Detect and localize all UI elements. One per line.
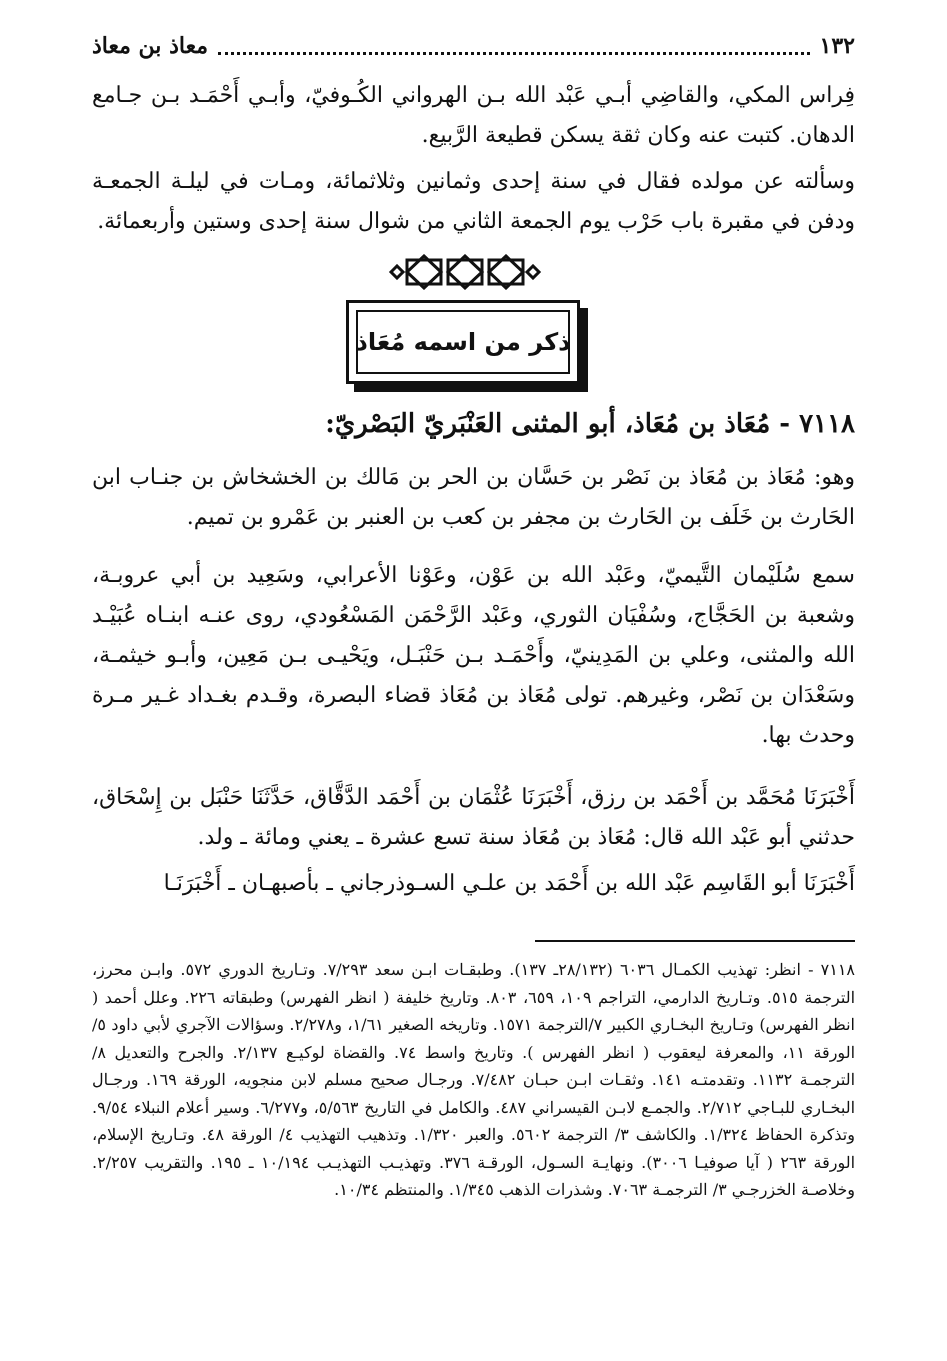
paragraph-2: وسألته عن مولده فقال في سنة إحدى وثمانين وثلاثمائة، ومـات في ليلـة الجمعـة ودفن في مقبرة باب حَرْب يوم الجمعة الثاني من شوال سنة إحدى وستين وأربعمائة. (92, 169, 855, 234)
section-title: ذكر من اسمه مُعَاذ (355, 328, 571, 356)
ornament-divider (381, 254, 549, 290)
running-title: معاذ بن معاذ (92, 33, 208, 59)
header-dotted-leader (218, 38, 810, 55)
paragraph-5: أَخْبَرَنَا مُحَمَّد بن أَحْمَد بن رزق، أَخْبَرَنَا عُثْمَان بن أَحْمَد الدَّقَّاق، حَدَّثَنَا حَنْبَل بن إِسْحَاق، حدثني أبو عَبْد الله قال: مُعَاذ بن مُعَاذ سنة تسع عشرة ـ يعني ومائة ـ ولد. (92, 785, 855, 850)
page-header (92, 30, 855, 62)
footnote: ٧١١٨ - انظر: تهذيب الكمـال ٦٠٣٦ (٢٨/١٣٢ـ ١٣٧). وطبقـات ابـن سعد ٧/٢٩٣. وتـاريخ الدوري ٥٧٢. وابـن محرز، الترجمة ٥١٥. وتـاريخ الدارمي، التراجم ١٠٩، ٦٥٩، ٨٠٣. وتاريخ خليفة ( انظر الفهرس) وطبقاته ٢٢٦. وعلل أحمد ( انظر الفهرس) وتـاريخ البخـاري الكبير ٧/الترجمة ١٥٧١. وتاريخه الصغير ١/٦١، و٢/٢٧٨. وسؤالات الآجري لأبي داود ٥/ الورقة ١١، والمعرفة ليعقوب ( انظر الفهرس ). وتاريخ واسط ٧٤. والقضاة لوكيـع ٢/١٣٧. والجرح والتعديل ٨/ الترجمـة ١١٣٢. وتقدمتـه ١٤١. وثقـات ابـن حبـان ٧/٤٨٢. ورجـال صحيح مسلم لابن منجويه، الورقة ١٦٩. ورجـال البخـاري للبـاجي ٢/٧١٢. والجمـع لابـن القيسراني ٤٨٧. والكامل في التاريخ ٥/٥٦٣، و٦/٢٧٧. وسير أعلام النبلاء ٩/٥٤. وتذكرة الحفاظ ١/٣٢٤. والكاشف ٣/ الترجمة ٥٦٠٢. والعبر ١/٣٢٠. وتذهيب التهذيب ٤/ الورقة ٤٨. وتـاريخ الإسلام، الورقة ٢٦٣ ( آيا صوفيـا ٣٠٠٦). ونهايـة السـول، الورقـة ٣٧٦. وتهذيـب التهذيـب ١٠/١٩٤ ـ ١٩٥. والتقريب ٢/٢٥٧. وخلاصـة الخزرجـي ٣/ الترجمـة ٧٠٦٣. وشذرات الذهب ١/٣٤٥. والمنتظم ١٠/٣٤. (92, 960, 856, 1199)
entry-heading: ٧١١٨ - مُعَاذ بن مُعَاذ، أبو المثنى العَنْبَريّ البَصْريّ: (325, 409, 855, 439)
paragraph-4: سمع سُلَيْمان التَّيميّ، وعَبْد الله بن عَوْن، وعَوْنا الأعرابي، وسَعِيد بن أبي عروبـة، وشعبة بن الحَجَّاج، وسُفْيَان الثوري، وعَبْد الرَّحْمَن المَسْعُودي، روى عنـه ابنـاه عُبَيْـد الله والمثنى، وعلي بن المَدِينيّ، وأَحْمَـد بـن حَنْبَـل، ويَحْيـى بـن مَعِين، وأبـو خيثمـة، وسَعْدَان بن نَصْر، وغيرهم. تولى مُعَاذ بن مُعَاذ قضاء البصرة، وقـدم بغـداد غـير مـرة وحدث بها. (92, 563, 856, 748)
footnote-separator (535, 940, 855, 942)
section-title-box (346, 300, 580, 384)
paragraph-1: فِراس المكي، والقاضِي أبـي عَبْد الله بـن الهرواني الكُـوفيّ، وأبـي أَحْمَـد بـن جـامع الدهان. كتبت عنه وكان ثقة يسكن قطيعة الرَّبيع. (92, 83, 855, 148)
paragraph-3: وهو: مُعَاذ بن مُعَاذ بن نَصْر بن حَسَّان بن الحر بن مَالك بن الخشخاش بن جنـاب ابن الحَارث بن خَلَف بن الحَارث بن مجفر بن كعب بن العنبر بن عَمْرو بن تميم. (92, 465, 855, 530)
page-number: ١٣٢ (819, 33, 855, 59)
paragraph-6: أَخْبَرَنَا أبو القَاسِم عَبْد الله بن أَحْمَد بن علـي السـوذرجاني ـ بأصبهـان ـ أَخْبَرَنَـا (163, 871, 855, 896)
